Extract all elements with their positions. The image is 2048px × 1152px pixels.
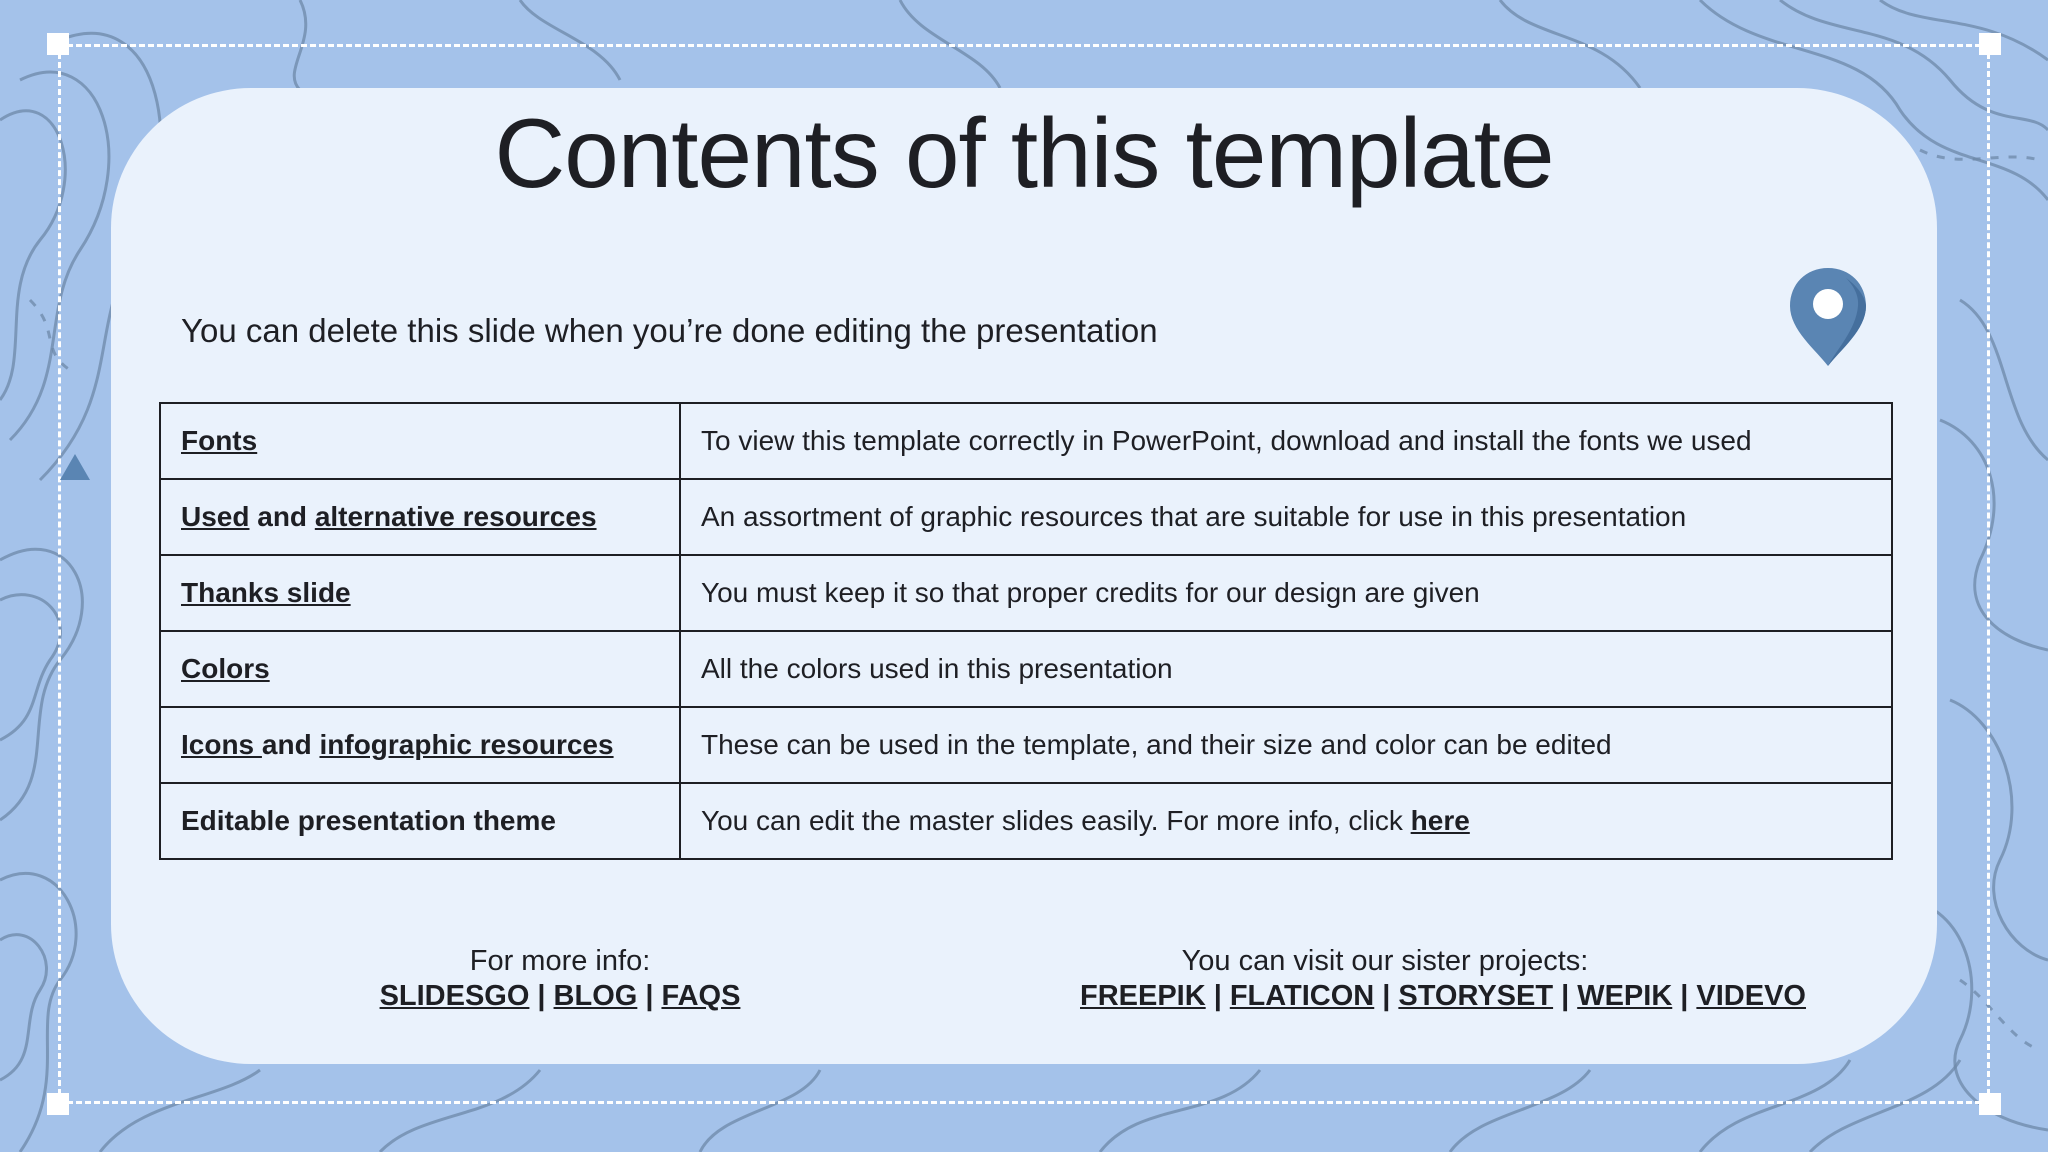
frame-corner-top-right xyxy=(1979,33,2001,55)
table-row xyxy=(160,555,1892,631)
footer-sister-projects: You can visit our sister projects: FREEPIK | FLATICON | STORYSET | WEPIK | VIDEVO xyxy=(1080,945,1806,1012)
location-pin-icon xyxy=(1786,264,1870,370)
table-row xyxy=(160,479,1892,555)
link-colors[interactable]: Colors xyxy=(181,653,270,684)
link-fonts[interactable]: Fonts xyxy=(181,425,258,456)
link-flaticon[interactable]: FLATICON xyxy=(1229,980,1375,1012)
table-row xyxy=(160,403,1892,479)
link-icons[interactable]: Icons xyxy=(181,729,262,760)
link-infographic-resources[interactable]: infographic resources xyxy=(319,729,614,760)
link-wepik[interactable]: WEPIK xyxy=(1577,980,1673,1012)
triangle-icon xyxy=(60,454,90,480)
table-row xyxy=(160,783,1892,859)
link-thanks-slide[interactable]: Thanks slide xyxy=(181,577,351,608)
link-videvo[interactable]: VIDEVO xyxy=(1696,980,1806,1012)
row-description: An assortment of graphic resources that are suitable for use in this presentation xyxy=(680,479,1892,555)
row-description: All the colors used in this presentation xyxy=(680,631,1892,707)
table-row xyxy=(160,631,1892,707)
footer-more-info: For more info: SLIDESGO | BLOG | FAQS xyxy=(280,944,840,1014)
row-description: You can edit the master slides easily. For more info, click xyxy=(701,805,1411,836)
link-blog[interactable]: BLOG xyxy=(553,980,638,1012)
link-faqs[interactable]: FAQS xyxy=(661,980,741,1012)
contents-table xyxy=(159,402,1893,860)
row-label: Editable presentation theme xyxy=(160,783,680,859)
row-description: You must keep it so that proper credits for our design are given xyxy=(680,555,1892,631)
link-alternative-resources[interactable]: alternative resources xyxy=(314,501,597,532)
row-label-join: and xyxy=(261,729,320,760)
frame-corner-bottom-right xyxy=(1979,1093,2001,1115)
link-storyset[interactable]: STORYSET xyxy=(1398,980,1554,1012)
slide-subtitle: You can delete this slide when you’re done editing the presentation xyxy=(181,312,1158,349)
frame-corner-top-left xyxy=(47,33,69,55)
row-label-join: and xyxy=(249,501,315,532)
link-here[interactable]: here xyxy=(1410,805,1470,836)
footer-more-info-label: For more info: xyxy=(469,945,651,977)
link-used[interactable]: Used xyxy=(181,501,250,532)
link-freepik[interactable]: FREEPIK xyxy=(1080,980,1206,1012)
table-row xyxy=(160,707,1892,783)
row-description: These can be used in the template, and their size and color can be edited xyxy=(680,707,1892,783)
link-slidesgo[interactable]: SLIDESGO xyxy=(379,980,530,1012)
frame-corner-bottom-left xyxy=(47,1093,69,1115)
footer-sister-projects-label: You can visit our sister projects: xyxy=(1181,945,1589,977)
slide-title: Contents of this template xyxy=(494,98,1554,208)
row-description: To view this template correctly in PowerPoint, download and install the fonts we used xyxy=(680,403,1892,479)
